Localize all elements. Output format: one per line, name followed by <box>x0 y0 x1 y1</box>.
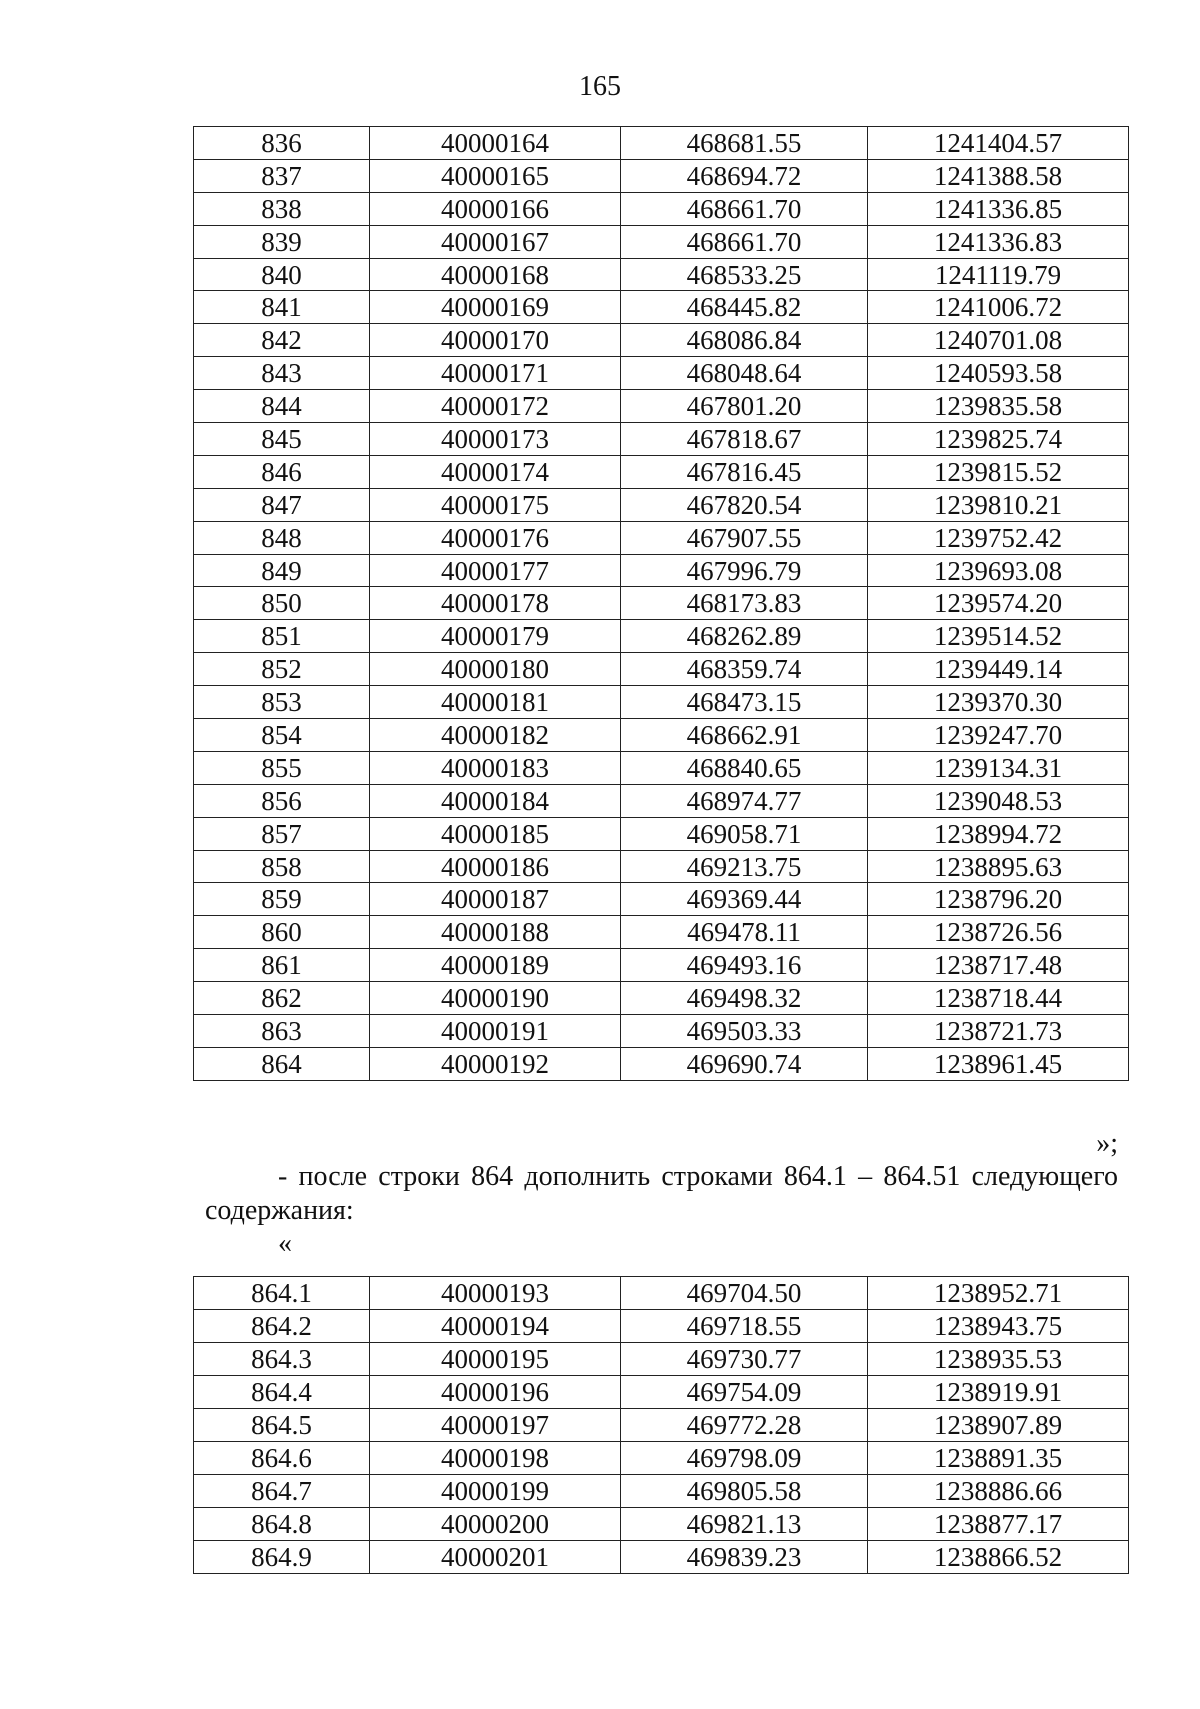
point-number-cell: 858 <box>194 850 370 883</box>
point-id-cell: 40000179 <box>370 620 621 653</box>
y-coordinate-cell: 1238907.89 <box>868 1409 1129 1442</box>
point-number-cell: 843 <box>194 357 370 390</box>
table-row <box>194 1442 1129 1475</box>
x-coordinate-cell: 469213.75 <box>621 850 868 883</box>
point-id-cell: 40000201 <box>370 1541 621 1574</box>
amendment-instruction: - после строки 864 дополнить строками 864.1 – 864.51 следующего содержания: <box>205 1161 1118 1226</box>
point-id-cell: 40000171 <box>370 357 621 390</box>
table-row <box>194 817 1129 850</box>
table-row <box>194 554 1129 587</box>
point-number-cell: 850 <box>194 587 370 620</box>
point-number-cell: 852 <box>194 653 370 686</box>
x-coordinate-cell: 468661.70 <box>621 192 868 225</box>
x-coordinate-cell: 468662.91 <box>621 719 868 752</box>
y-coordinate-cell: 1239048.53 <box>868 784 1129 817</box>
point-number-cell: 846 <box>194 455 370 488</box>
opening-quote: « <box>278 1228 292 1259</box>
point-number-cell: 862 <box>194 982 370 1015</box>
point-number-cell: 856 <box>194 784 370 817</box>
point-id-cell: 40000169 <box>370 291 621 324</box>
point-number-cell: 861 <box>194 949 370 982</box>
point-id-cell: 40000198 <box>370 1442 621 1475</box>
table-row <box>194 1015 1129 1048</box>
point-id-cell: 40000184 <box>370 784 621 817</box>
point-number-cell: 848 <box>194 521 370 554</box>
point-number-cell: 836 <box>194 127 370 160</box>
table-row <box>194 751 1129 784</box>
x-coordinate-cell: 467801.20 <box>621 390 868 423</box>
point-id-cell: 40000191 <box>370 1015 621 1048</box>
x-coordinate-cell: 469503.33 <box>621 1015 868 1048</box>
table-row <box>194 620 1129 653</box>
point-id-cell: 40000174 <box>370 455 621 488</box>
table-row <box>194 225 1129 258</box>
y-coordinate-cell: 1238721.73 <box>868 1015 1129 1048</box>
x-coordinate-cell: 469821.13 <box>621 1508 868 1541</box>
point-id-cell: 40000183 <box>370 751 621 784</box>
added-rows-table-body <box>194 1277 1129 1574</box>
y-coordinate-cell: 1239134.31 <box>868 751 1129 784</box>
x-coordinate-cell: 469798.09 <box>621 1442 868 1475</box>
y-coordinate-cell: 1240701.08 <box>868 324 1129 357</box>
y-coordinate-cell: 1241388.58 <box>868 159 1129 192</box>
point-number-cell: 844 <box>194 390 370 423</box>
x-coordinate-cell: 468173.83 <box>621 587 868 620</box>
point-number-cell: 864.1 <box>194 1277 370 1310</box>
point-id-cell: 40000197 <box>370 1409 621 1442</box>
x-coordinate-cell: 469754.09 <box>621 1376 868 1409</box>
point-number-cell: 864.9 <box>194 1541 370 1574</box>
table-row <box>194 1310 1129 1343</box>
point-id-cell: 40000192 <box>370 1047 621 1080</box>
point-number-cell: 851 <box>194 620 370 653</box>
point-id-cell: 40000173 <box>370 423 621 456</box>
point-number-cell: 855 <box>194 751 370 784</box>
y-coordinate-cell: 1238726.56 <box>868 916 1129 949</box>
x-coordinate-cell: 467818.67 <box>621 423 868 456</box>
x-coordinate-cell: 469478.11 <box>621 916 868 949</box>
y-coordinate-cell: 1238895.63 <box>868 850 1129 883</box>
table-row <box>194 390 1129 423</box>
page-number: 165 <box>579 71 621 102</box>
point-id-cell: 40000187 <box>370 883 621 916</box>
x-coordinate-cell: 467907.55 <box>621 521 868 554</box>
point-number-cell: 864.4 <box>194 1376 370 1409</box>
point-id-cell: 40000168 <box>370 258 621 291</box>
point-number-cell: 839 <box>194 225 370 258</box>
x-coordinate-cell: 467820.54 <box>621 488 868 521</box>
y-coordinate-cell: 1238877.17 <box>868 1508 1129 1541</box>
point-number-cell: 849 <box>194 554 370 587</box>
x-coordinate-cell: 468840.65 <box>621 751 868 784</box>
table-row <box>194 653 1129 686</box>
closing-quote: »; <box>1096 1128 1118 1159</box>
point-number-cell: 838 <box>194 192 370 225</box>
y-coordinate-cell: 1238717.48 <box>868 949 1129 982</box>
table-row <box>194 423 1129 456</box>
table-row <box>194 982 1129 1015</box>
point-id-cell: 40000166 <box>370 192 621 225</box>
point-id-cell: 40000194 <box>370 1310 621 1343</box>
table-row <box>194 686 1129 719</box>
table-row <box>194 1277 1129 1310</box>
table-row <box>194 719 1129 752</box>
y-coordinate-cell: 1239574.20 <box>868 587 1129 620</box>
x-coordinate-cell: 468694.72 <box>621 159 868 192</box>
point-number-cell: 864.7 <box>194 1475 370 1508</box>
point-id-cell: 40000180 <box>370 653 621 686</box>
table-row <box>194 1508 1129 1541</box>
point-number-cell: 864.8 <box>194 1508 370 1541</box>
table-row <box>194 192 1129 225</box>
y-coordinate-cell: 1239825.74 <box>868 423 1129 456</box>
x-coordinate-cell: 469498.32 <box>621 982 868 1015</box>
point-number-cell: 857 <box>194 817 370 850</box>
point-id-cell: 40000170 <box>370 324 621 357</box>
x-coordinate-cell: 468086.84 <box>621 324 868 357</box>
y-coordinate-cell: 1239449.14 <box>868 653 1129 686</box>
x-coordinate-cell: 468048.64 <box>621 357 868 390</box>
y-coordinate-cell: 1238796.20 <box>868 883 1129 916</box>
x-coordinate-cell: 468473.15 <box>621 686 868 719</box>
y-coordinate-cell: 1238891.35 <box>868 1442 1129 1475</box>
point-number-cell: 864.6 <box>194 1442 370 1475</box>
point-id-cell: 40000193 <box>370 1277 621 1310</box>
point-number-cell: 845 <box>194 423 370 456</box>
point-id-cell: 40000176 <box>370 521 621 554</box>
point-number-cell: 859 <box>194 883 370 916</box>
x-coordinate-cell: 468681.55 <box>621 127 868 160</box>
y-coordinate-cell: 1238952.71 <box>868 1277 1129 1310</box>
y-coordinate-cell: 1239693.08 <box>868 554 1129 587</box>
point-number-cell: 860 <box>194 916 370 949</box>
point-number-cell: 853 <box>194 686 370 719</box>
table-row <box>194 324 1129 357</box>
table-row <box>194 1343 1129 1376</box>
table-row <box>194 916 1129 949</box>
x-coordinate-cell: 469718.55 <box>621 1310 868 1343</box>
point-id-cell: 40000182 <box>370 719 621 752</box>
y-coordinate-cell: 1241119.79 <box>868 258 1129 291</box>
table-row <box>194 258 1129 291</box>
y-coordinate-cell: 1241336.83 <box>868 225 1129 258</box>
x-coordinate-cell: 468661.70 <box>621 225 868 258</box>
x-coordinate-cell: 467996.79 <box>621 554 868 587</box>
y-coordinate-cell: 1238718.44 <box>868 982 1129 1015</box>
table-row <box>194 1541 1129 1574</box>
x-coordinate-cell: 469772.28 <box>621 1409 868 1442</box>
point-number-cell: 841 <box>194 291 370 324</box>
x-coordinate-cell: 469369.44 <box>621 883 868 916</box>
point-id-cell: 40000164 <box>370 127 621 160</box>
point-id-cell: 40000175 <box>370 488 621 521</box>
table-row <box>194 1376 1129 1409</box>
y-coordinate-cell: 1238994.72 <box>868 817 1129 850</box>
table-row <box>194 1475 1129 1508</box>
point-id-cell: 40000185 <box>370 817 621 850</box>
y-coordinate-cell: 1239514.52 <box>868 620 1129 653</box>
x-coordinate-cell: 469704.50 <box>621 1277 868 1310</box>
y-coordinate-cell: 1239247.70 <box>868 719 1129 752</box>
y-coordinate-cell: 1239835.58 <box>868 390 1129 423</box>
x-coordinate-cell: 469805.58 <box>621 1475 868 1508</box>
y-coordinate-cell: 1239815.52 <box>868 455 1129 488</box>
point-id-cell: 40000200 <box>370 1508 621 1541</box>
point-id-cell: 40000190 <box>370 982 621 1015</box>
point-id-cell: 40000172 <box>370 390 621 423</box>
point-id-cell: 40000186 <box>370 850 621 883</box>
point-number-cell: 864 <box>194 1047 370 1080</box>
y-coordinate-cell: 1238919.91 <box>868 1376 1129 1409</box>
y-coordinate-cell: 1238935.53 <box>868 1343 1129 1376</box>
x-coordinate-cell: 469839.23 <box>621 1541 868 1574</box>
added-rows-table <box>193 1276 1129 1574</box>
point-id-cell: 40000196 <box>370 1376 621 1409</box>
y-coordinate-cell: 1241336.85 <box>868 192 1129 225</box>
x-coordinate-cell: 469730.77 <box>621 1343 868 1376</box>
point-number-cell: 864.3 <box>194 1343 370 1376</box>
point-number-cell: 863 <box>194 1015 370 1048</box>
y-coordinate-cell: 1239370.30 <box>868 686 1129 719</box>
x-coordinate-cell: 468974.77 <box>621 784 868 817</box>
point-id-cell: 40000177 <box>370 554 621 587</box>
table-row <box>194 883 1129 916</box>
point-id-cell: 40000178 <box>370 587 621 620</box>
table-row <box>194 357 1129 390</box>
point-id-cell: 40000167 <box>370 225 621 258</box>
point-number-cell: 864.5 <box>194 1409 370 1442</box>
x-coordinate-cell: 468533.25 <box>621 258 868 291</box>
table-row <box>194 488 1129 521</box>
point-id-cell: 40000199 <box>370 1475 621 1508</box>
y-coordinate-cell: 1238866.52 <box>868 1541 1129 1574</box>
y-coordinate-cell: 1241404.57 <box>868 127 1129 160</box>
point-id-cell: 40000195 <box>370 1343 621 1376</box>
point-id-cell: 40000189 <box>370 949 621 982</box>
point-id-cell: 40000188 <box>370 916 621 949</box>
x-coordinate-cell: 467816.45 <box>621 455 868 488</box>
table-row <box>194 1409 1129 1442</box>
x-coordinate-cell: 469690.74 <box>621 1047 868 1080</box>
table-row <box>194 1047 1129 1080</box>
table-row <box>194 291 1129 324</box>
y-coordinate-cell: 1240593.58 <box>868 357 1129 390</box>
point-number-cell: 842 <box>194 324 370 357</box>
y-coordinate-cell: 1238886.66 <box>868 1475 1129 1508</box>
y-coordinate-cell: 1238943.75 <box>868 1310 1129 1343</box>
x-coordinate-cell: 468359.74 <box>621 653 868 686</box>
point-id-cell: 40000165 <box>370 159 621 192</box>
table-row <box>194 455 1129 488</box>
point-number-cell: 840 <box>194 258 370 291</box>
point-number-cell: 847 <box>194 488 370 521</box>
y-coordinate-cell: 1241006.72 <box>868 291 1129 324</box>
x-coordinate-cell: 468262.89 <box>621 620 868 653</box>
coordinates-table-body <box>194 127 1129 1081</box>
table-row <box>194 850 1129 883</box>
point-number-cell: 864.2 <box>194 1310 370 1343</box>
table-row <box>194 521 1129 554</box>
coordinates-table <box>193 126 1129 1081</box>
x-coordinate-cell: 468445.82 <box>621 291 868 324</box>
table-row <box>194 587 1129 620</box>
table-row <box>194 159 1129 192</box>
y-coordinate-cell: 1239810.21 <box>868 488 1129 521</box>
x-coordinate-cell: 469058.71 <box>621 817 868 850</box>
point-id-cell: 40000181 <box>370 686 621 719</box>
point-number-cell: 854 <box>194 719 370 752</box>
table-row <box>194 949 1129 982</box>
y-coordinate-cell: 1238961.45 <box>868 1047 1129 1080</box>
table-row <box>194 127 1129 160</box>
x-coordinate-cell: 469493.16 <box>621 949 868 982</box>
point-number-cell: 837 <box>194 159 370 192</box>
table-row <box>194 784 1129 817</box>
y-coordinate-cell: 1239752.42 <box>868 521 1129 554</box>
